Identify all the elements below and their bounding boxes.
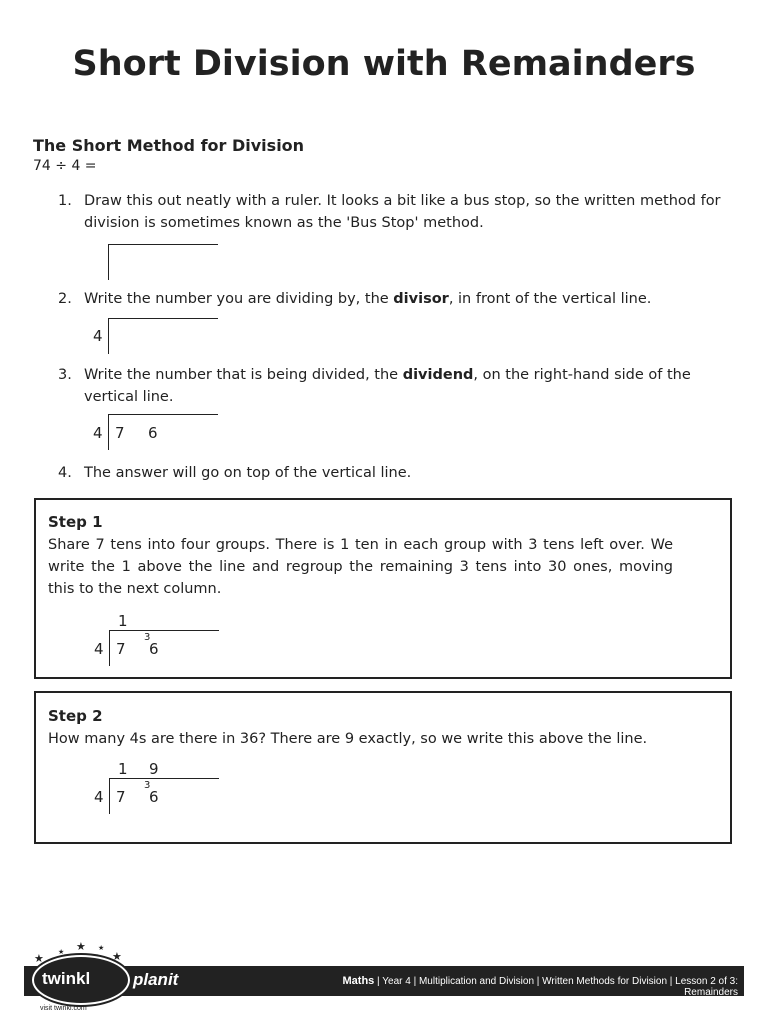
dividend-ones-digit: 6 — [149, 640, 159, 658]
answer-tens-digit: 1 — [118, 612, 128, 630]
box-title: Step 1 — [48, 513, 103, 531]
step-number-4: 4. — [58, 465, 72, 481]
star-icon: ★ — [76, 940, 86, 953]
star-icon: ★ — [98, 944, 105, 952]
step-number-1: 1. — [58, 193, 72, 209]
divisor-term: divisor — [393, 291, 449, 307]
planit-logo-text: planit — [133, 970, 179, 989]
divisor-digit: 4 — [93, 424, 103, 442]
divisor-digit: 4 — [94, 788, 104, 806]
dividend-ones-digit: 6 — [149, 788, 159, 806]
bus-stop-top-line — [108, 318, 218, 319]
dividend-tens-digit: 7 — [116, 640, 126, 658]
bus-stop-top-line — [108, 414, 218, 415]
footer-subject: Maths — [342, 975, 375, 987]
twinkl-logo-text: twinkl — [42, 969, 91, 988]
page-title: Short Division with Remainders — [72, 44, 696, 84]
step-2-box — [34, 691, 732, 844]
step-number-3: 3. — [58, 367, 72, 383]
box-text: Share 7 tens into four groups. There is 1 ten in each group with 3 tens left over. We write the 1 above the line and regroup the remaining 3 tens into 30 ones, moving this to the next column. — [48, 537, 673, 597]
step-text-3-pre: Write the number that is being divided, the — [84, 367, 403, 383]
step-1-box — [34, 498, 732, 679]
star-icon: ★ — [112, 950, 122, 963]
dividend-term: dividend — [402, 367, 474, 383]
star-icon: ★ — [58, 948, 65, 956]
step-number-2: 2. — [58, 291, 72, 307]
bus-stop-vertical-line — [109, 630, 110, 666]
footer-details: | Year 4 | Multiplication and Division | Written Methods for Division | Lesson 2 of 3: Remainders — [374, 976, 738, 998]
step-text-4: The answer will go on top of the vertical line. — [84, 465, 412, 481]
star-icon: ★ — [34, 952, 44, 965]
section-heading: The Short Method for Division — [33, 136, 305, 155]
divisor-digit: 4 — [93, 327, 103, 345]
division-equation: 74 ÷ 4 = — [33, 158, 97, 174]
dividend-tens-digit: 7 — [116, 788, 126, 806]
bus-stop-vertical-line — [108, 414, 109, 450]
step-text-2-pre: Write the number you are dividing by, the — [84, 291, 394, 307]
footer-lesson-info — [300, 975, 738, 998]
step-text-2 — [84, 288, 744, 310]
bus-stop-top-line — [109, 630, 219, 631]
step-text-2-post: , in front of the vertical line. — [448, 291, 652, 307]
bus-stop-top-line — [108, 244, 218, 245]
answer-ones-digit: 9 — [149, 760, 159, 778]
step-text-3-post: , on the right-hand side of the vertical line. — [84, 367, 691, 405]
bus-stop-vertical-line — [108, 318, 109, 354]
divisor-digit: 4 — [94, 640, 104, 658]
step-text-1: Draw this out neatly with a ruler. It looks a bit like a bus stop, so the written method for division is sometimes known as the 'Bus Stop' method. — [84, 193, 721, 231]
dividend-ones-digit: 6 — [148, 424, 158, 442]
carry-digit: 3 — [144, 780, 151, 791]
dividend-tens-digit: 7 — [115, 424, 125, 442]
carry-digit: 3 — [144, 632, 151, 643]
bus-stop-vertical-line — [108, 244, 109, 280]
box-text: How many 4s are there in 36? There are 9 exactly, so we write this above the line. — [48, 731, 648, 747]
step-text-3 — [84, 364, 744, 408]
answer-tens-digit: 1 — [118, 760, 128, 778]
bus-stop-top-line — [109, 778, 219, 779]
bus-stop-vertical-line — [109, 778, 110, 814]
box-title: Step 2 — [48, 707, 103, 725]
visit-link[interactable]: visit twinkl.com — [40, 1005, 87, 1012]
